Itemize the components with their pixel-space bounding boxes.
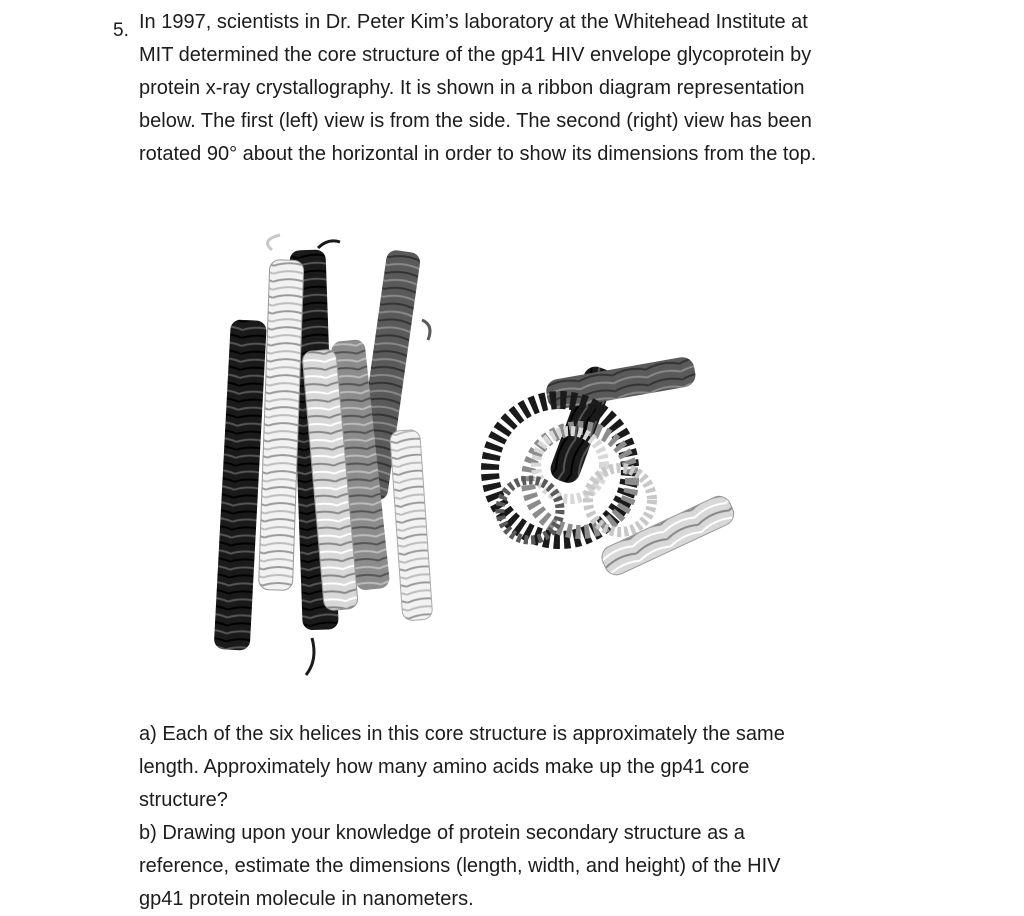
question-text: In 1997, scientists in Dr. Peter Kim’s laboratory at the Whitehead Institute at MIT determined the core structure of the gp41 HIV envelope glycoprotein by protein x-ray crystallography. It is shown in a ribbon diagram representation below. The first (left) view is from the side. The second (right) view has been rotated 90° about the horizontal in order to show its dimensions from the top.	[139, 11, 817, 165]
top-arm-dark-gray-upper	[544, 355, 697, 411]
gp41-ribbon-figure	[200, 230, 780, 690]
sub-question-b: b) Drawing upon your knowledge of protein secondary structure as a reference, estimate the dimensions (length, width, and height) of the HIV gp41 protein molecule in nanometers.	[139, 822, 781, 910]
sub-question-a: a) Each of the six helices in this core structure is approximately the same length. Approximately how many amino acids make up the gp41 core structure?	[139, 723, 785, 811]
helix-white-center	[258, 260, 303, 591]
helix-black-left	[214, 319, 267, 650]
question-number: 5.	[113, 20, 129, 41]
helix-white-far-right	[390, 429, 433, 621]
top-view	[490, 355, 738, 578]
sub-questions	[139, 718, 829, 916]
side-view	[214, 235, 433, 675]
ribbon-diagram	[200, 230, 780, 690]
